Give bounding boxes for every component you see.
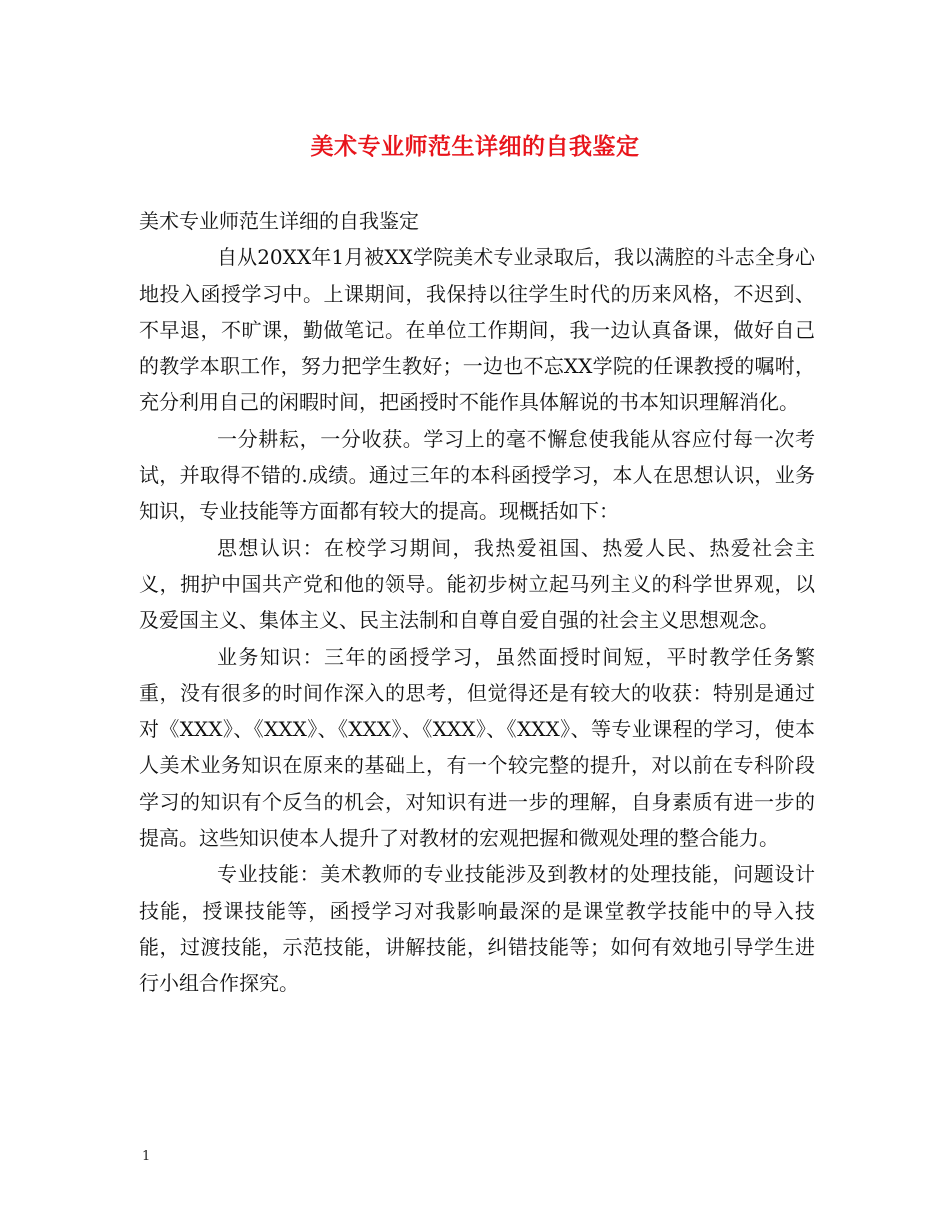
paragraph-professional-skills: 专业技能：美术教师的专业技能涉及到教材的处理技能，问题设计技能，授课技能等，函授学习对我影响最深的是课堂教学技能中的导入技能，过渡技能，示范技能，讲解技能，纠错技能等；如何有效地引导学生进行小组合作探究。 (139, 862, 815, 996)
body-heading-line: 美术专业师范生详细的自我鉴定 (139, 209, 419, 233)
page-number: 1 (142, 1149, 151, 1164)
paragraph-professional-knowledge: 业务知识：三年的函授学习，虽然面授时间短，平时教学任务繁重，没有很多的时间作深入的思考，但觉得还是有较大的收获：特别是通过对《XXX》、《XXX》、《XXX》、《XXX》、《XXX》、等专业课程的学习，使本人美术业务知识在原来的基础上，有一个较完整的提升，对以前在专科阶段学习的知识有个反刍的机会，对知识有进一步的理解，自身素质有进一步的提高。这些知识使本人提升了对教材的宏观把握和微观处理的整合能力。 (139, 644, 815, 851)
document-title: 美术专业师范生详细的自我鉴定 (310, 133, 640, 160)
paragraph-ideology: 思想认识：在校学习期间，我热爱祖国、热爱人民、热爱社会主义，拥护中国共产党和他的领导。能初步树立起马列主义的科学世界观，以及爱国主义、集体主义、民主法制和自尊自爱自强的社会主义思想观念。 (139, 535, 815, 633)
document-body (139, 203, 815, 1002)
paragraph-summary: 一分耕耘，一分收获。学习上的毫不懈怠使我能从容应付每一次考试，并取得不错的.成绩。通过三年的本科函授学习，本人在思想认识，业务知识，专业技能等方面都有较大的提高。现概括如下： (139, 426, 815, 524)
paragraph-enrollment: 自从20XX年1月被XX学院美术专业录取后，我以满腔的斗志全身心地投入函授学习中。上课期间，我保持以往学生时代的历来风格，不迟到、不早退，不旷课，勤做笔记。在单位工作期间，我一边认真备课，做好自己的教学本职工作，努力把学生教好；一边也不忘XX学院的任课教授的嘱咐，充分利用自己的闲暇时间，把函授时不能作具体解说的书本知识理解消化。 (139, 245, 815, 415)
